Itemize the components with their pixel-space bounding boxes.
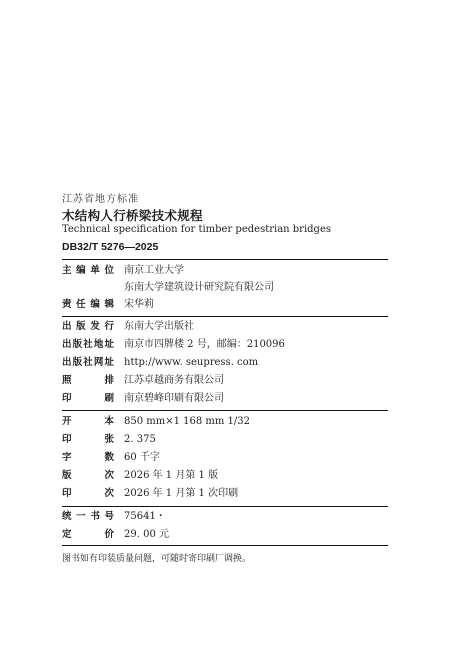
edition-value: 2026 年 1 月第 1 版 xyxy=(124,470,219,481)
isbn-value: 75641・ xyxy=(124,511,166,522)
address-label: 出版社地址 xyxy=(62,339,114,350)
sheets-label: 印张 xyxy=(62,434,114,445)
editor-label: 责任编辑 xyxy=(62,299,114,310)
words-value: 60 千字 xyxy=(124,452,160,463)
format-label: 开本 xyxy=(62,416,114,427)
words-label: 字数 xyxy=(62,452,114,463)
lead-unit-1: 南京工业大学 xyxy=(124,265,184,276)
price-label: 定价 xyxy=(62,529,114,540)
quality-footnote: 图书如有印装质量问题，可随时寄印刷厂调换。 xyxy=(62,554,252,564)
isbn-label: 统一书号 xyxy=(62,511,114,522)
website-value: http://www. seupress. com xyxy=(124,357,259,368)
sheets-value: 2. 375 xyxy=(124,434,156,445)
publisher-name: 东南大学出版社 xyxy=(124,321,194,332)
divider xyxy=(62,410,388,411)
address-value: 南京市四牌楼 2 号，邮编：210096 xyxy=(124,339,285,350)
divider xyxy=(62,316,388,317)
lead-units-label: 主编单位 xyxy=(62,265,114,276)
typeset-value: 江苏卓越商务有限公司 xyxy=(124,375,224,386)
divider xyxy=(62,259,388,260)
printing-label: 印次 xyxy=(62,488,114,499)
print-label: 印刷 xyxy=(62,393,114,404)
website-label: 出版社网址 xyxy=(62,357,114,368)
price-value: 29. 00 元 xyxy=(124,529,169,540)
editor-name: 宋华莉 xyxy=(124,299,154,310)
printing-value: 2026 年 1 月第 1 次印刷 xyxy=(124,488,239,499)
typeset-label: 照排 xyxy=(62,375,114,386)
format-value: 850 mm×1 168 mm 1/32 xyxy=(124,416,251,427)
edition-label: 版次 xyxy=(62,470,114,481)
print-value: 南京碧峰印刷有限公司 xyxy=(124,393,224,404)
standard-title-en: Technical specification for timber pedestrian bridges xyxy=(62,224,332,235)
lead-unit-2: 东南大学建筑设计研究院有限公司 xyxy=(124,282,274,293)
divider xyxy=(62,545,388,546)
standard-code: DB32/T 5276—2025 xyxy=(62,241,159,253)
divider xyxy=(62,506,388,507)
publisher-label: 出版发行 xyxy=(62,321,114,332)
standard-title-cn: 木结构人行桥梁技术规程 xyxy=(62,208,203,223)
series-label: 江苏省地方标准 xyxy=(62,194,139,205)
